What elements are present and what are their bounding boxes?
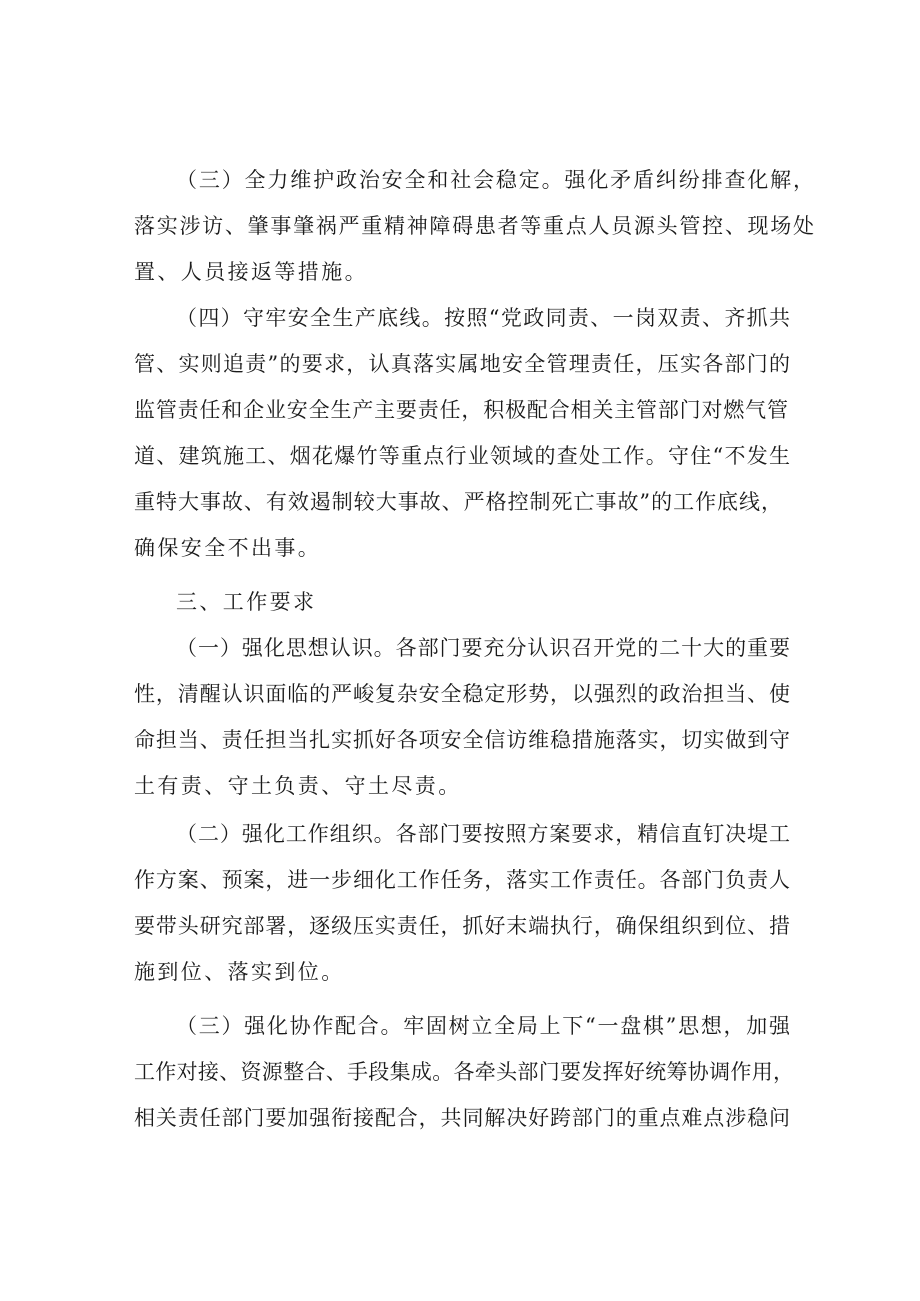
paragraph-line: （一）强化思想认识。各部门要充分认识召开党的二十大的重要 <box>176 636 790 660</box>
paragraph-line: 道、建筑施工、烟花爆竹等重点行业领域的查处工作。守住“不发生 <box>134 444 790 468</box>
paragraph-line: 管、实则追责”的要求，认真落实属地安全管理责任，压实各部门的 <box>134 352 790 376</box>
paragraph-line: （三）全力维护政治安全和社会稳定。强化矛盾纠纷排查化解， <box>176 168 814 192</box>
paragraph-line: 重特大事故、有效遏制较大事故、严格控制死亡事故”的工作底线， <box>134 490 782 514</box>
paragraph-line: 工作对接、资源整合、手段集成。各牵头部门要发挥好统筹协调作用， <box>134 1060 794 1084</box>
section-heading: 三、工作要求 <box>176 590 317 614</box>
paragraph-line: 施到位、落实到位。 <box>134 960 345 984</box>
paragraph-line: 要带头研究部署，逐级压实责任，抓好末端执行，确保组织到位、措 <box>134 914 790 938</box>
paragraph-line: 确保安全不出事。 <box>134 536 322 560</box>
paragraph-line: （四）守牢安全生产底线。按照“党政同责、一岗双责、齐抓共 <box>176 306 790 330</box>
paragraph-line: 落实涉访、肇事肇祸严重精神障碍患者等重点人员源头管控、现场处 <box>134 214 814 238</box>
paragraph-line: 命担当、责任担当扎实抓好各项安全信访维稳措施落实，切实做到守 <box>134 728 790 752</box>
paragraph-line: （二）强化工作组织。各部门要按照方案要求，精信直钉决堤工 <box>176 822 790 846</box>
paragraph-line: 监管责任和企业安全生产主要责任，积极配合相关主管部门对燃气管 <box>134 398 788 422</box>
paragraph-line: 性，清醒认识面临的严峻复杂安全稳定形势，以强烈的政治担当、使 <box>134 682 790 706</box>
paragraph-line: （三）强化协作配合。牢固树立全局上下“一盘棋”思想，加强 <box>176 1014 790 1038</box>
paragraph-line: 作方案、预案，进一步细化工作任务，落实工作责任。各部门负责人 <box>134 868 790 892</box>
paragraph-line: 相关责任部门要加强衔接配合，共同解决好跨部门的重点难点涉稳问 <box>134 1106 790 1130</box>
paragraph-line: 置、人员接返等措施。 <box>134 260 368 284</box>
paragraph-line: 土有责、守土负责、守土尽责。 <box>134 774 462 798</box>
